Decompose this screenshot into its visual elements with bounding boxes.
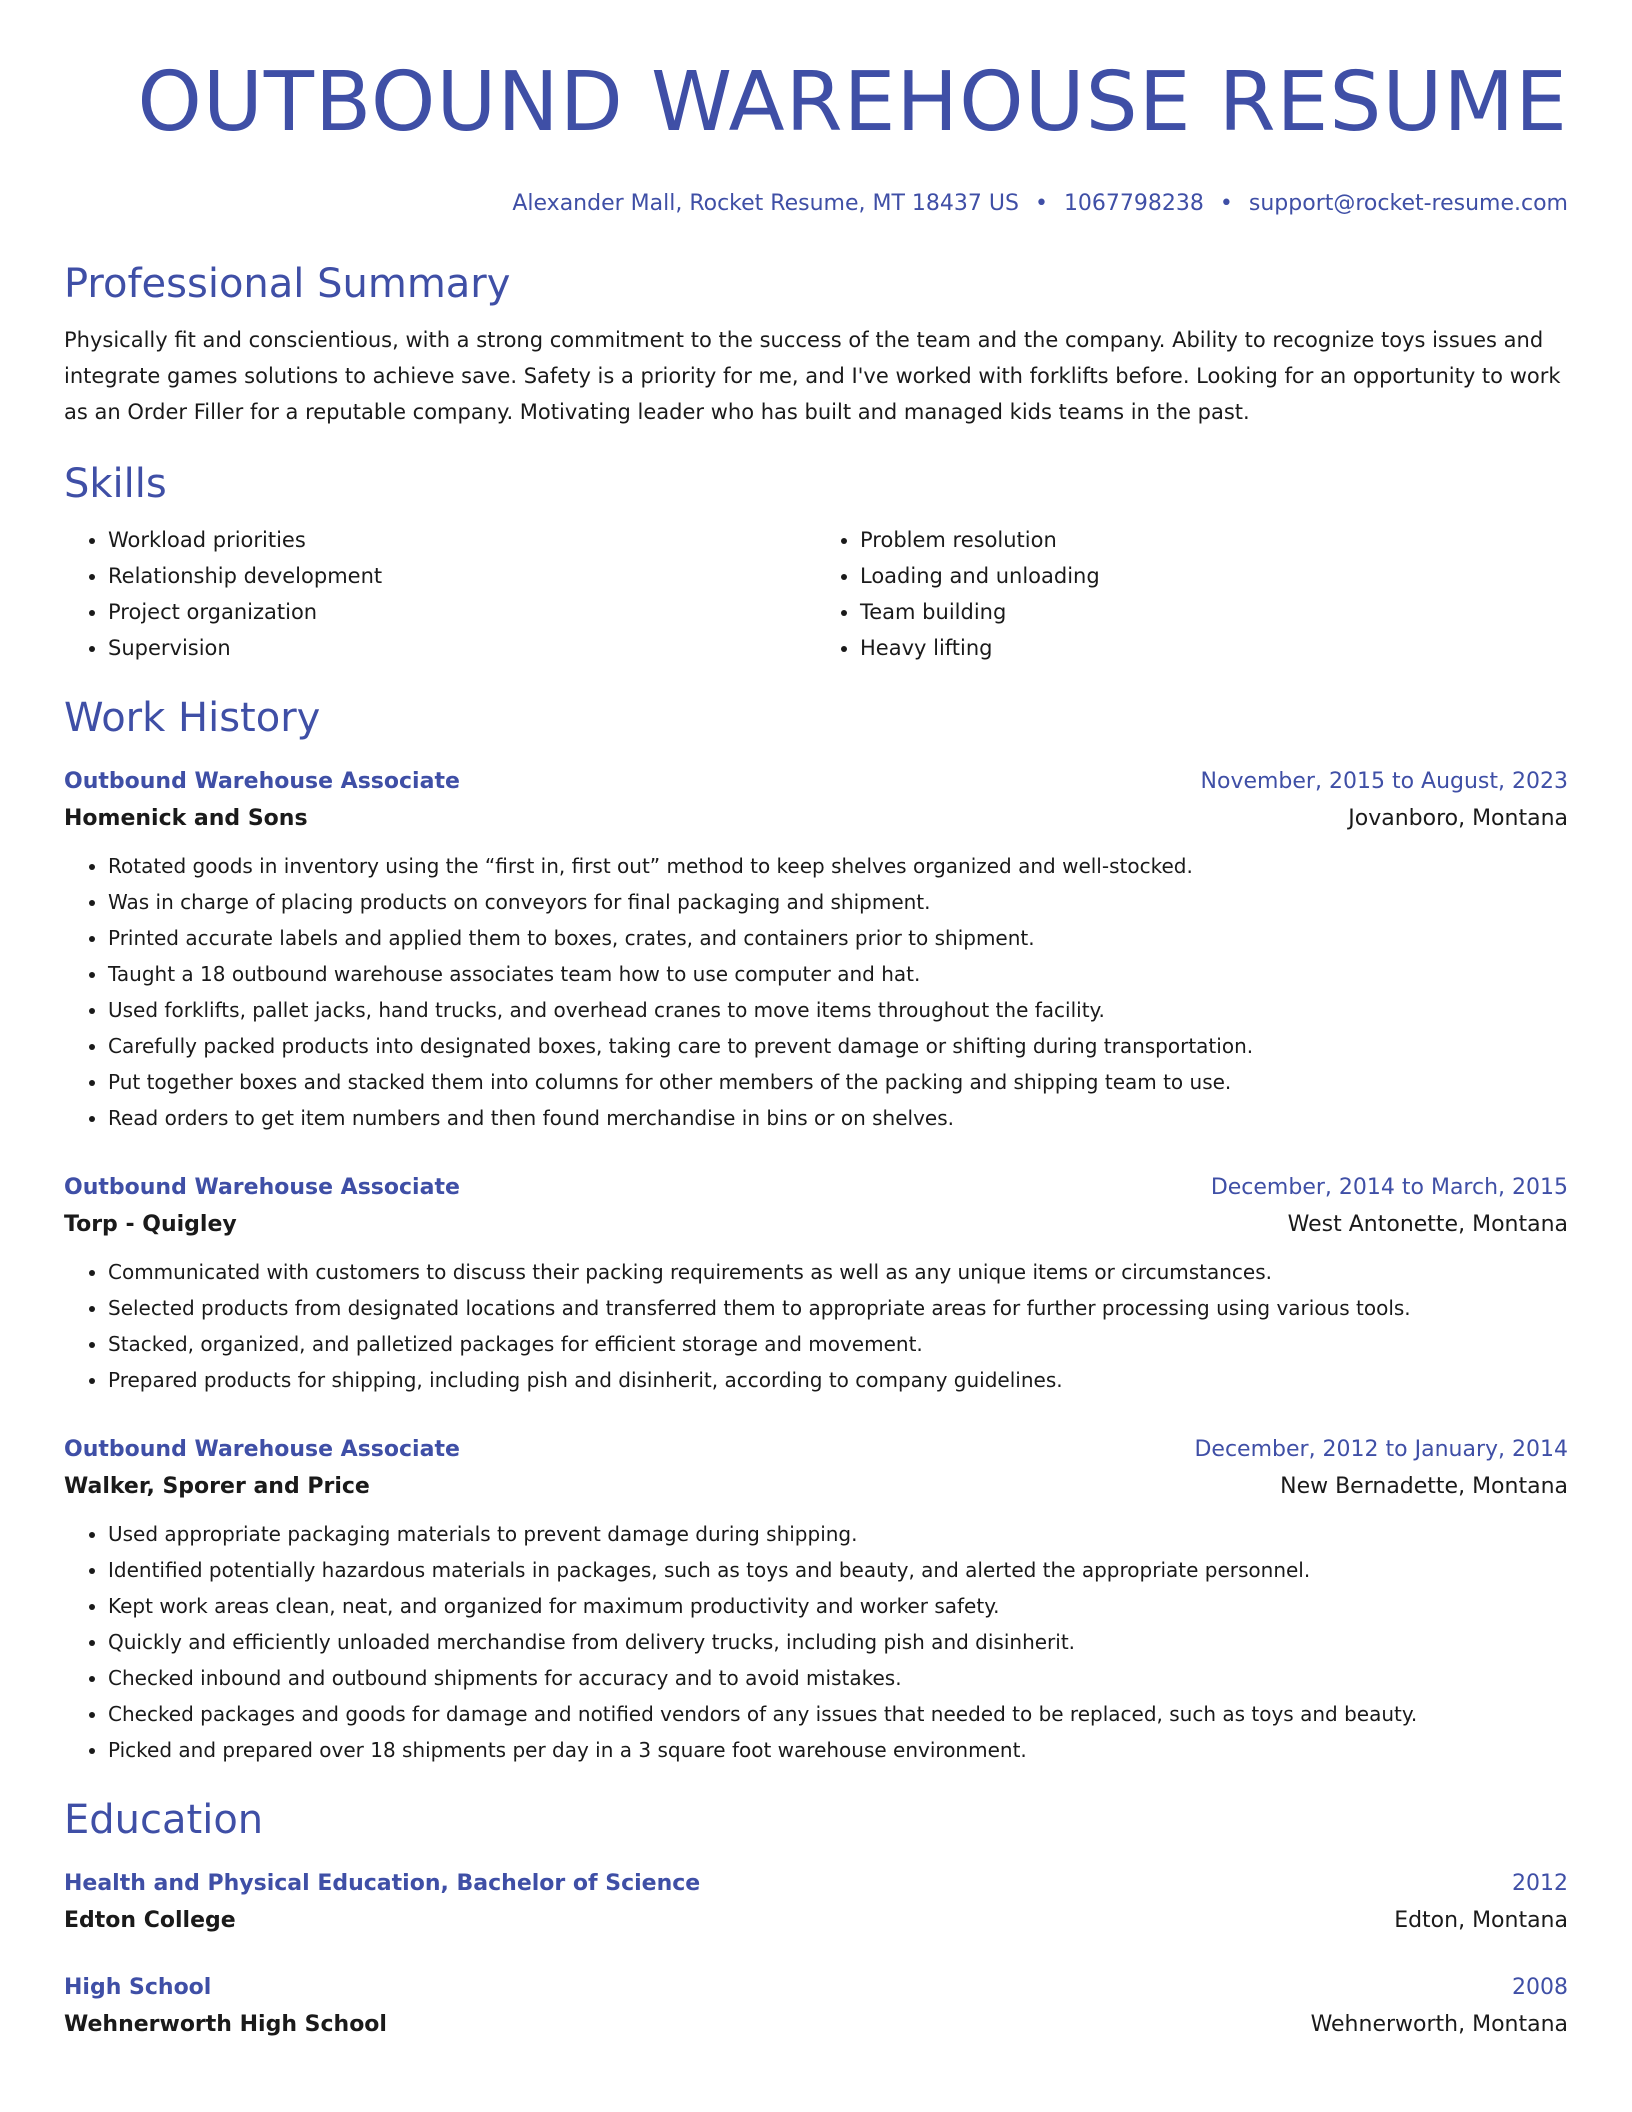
contact-phone[interactable]: 1067798238: [1063, 191, 1204, 216]
summary-text: Physically fit and conscientious, with a strong commitment to the success of the team and the company. Ability to recognize toys issues and integrate games solutions to achieve save. Safety is a priority for me, and I've worked with forklifts before. Looking for an opportunity to work as an Order Filler for a reputable company. Motivating leader who has built and managed kids teams in the past.: [64, 328, 1561, 424]
job-bullet: • Taught a 18 outbound warehouse associates team how to use computer and hat.: [108, 956, 1568, 992]
education-entry: [64, 1866, 1568, 1940]
job-dates: November, 2015 to August, 2023: [1200, 769, 1568, 794]
skill-item: • Loading and unloading: [860, 558, 1568, 594]
skill-item: • Project organization: [108, 594, 816, 630]
job-bullet: • Quickly and efficiently unloaded merchandise from delivery trucks, including pish and disinherit.: [108, 1624, 1568, 1660]
contact-line: [64, 186, 1568, 222]
contact-email[interactable]: support@rocket-resume.com: [1248, 191, 1568, 216]
job-title: Outbound Warehouse Associate: [64, 1437, 460, 1462]
skill-item: • Supervision: [108, 630, 816, 666]
job-bullet: • Prepared products for shipping, including pish and disinherit, according to company guidelines.: [108, 1362, 1568, 1398]
job-bullet: • Kept work areas clean, neat, and organized for maximum productivity and worker safety.: [108, 1588, 1568, 1624]
work-history-section: [64, 690, 1568, 1768]
job-company: Homenick and Sons: [64, 806, 308, 831]
skills-section: [64, 456, 1568, 666]
skill-item: • Heavy lifting: [860, 630, 1568, 666]
job-bullets: [64, 1516, 1568, 1768]
skill-item: • Team building: [860, 594, 1568, 630]
contact-address: Alexander Mall, Rocket Resume, MT 18437 US: [512, 191, 1019, 216]
education-location: Edton, Montana: [1394, 1908, 1568, 1933]
job-bullet: • Communicated with customers to discuss their packing requirements as well as any unique items or circumstances.: [108, 1254, 1568, 1290]
contact-separator: •: [1219, 191, 1233, 216]
job-bullet: • Stacked, organized, and palletized packages for efficient storage and movement.: [108, 1326, 1568, 1362]
contact-separator: •: [1034, 191, 1048, 216]
job-bullet: • Read orders to get item numbers and then found merchandise in bins or on shelves.: [108, 1100, 1568, 1136]
education-section: [64, 1792, 1568, 2044]
summary-heading: Professional Summary: [64, 261, 511, 307]
education-degree: High School: [64, 1975, 212, 2000]
job-entry: [64, 1432, 1568, 1768]
job-location: New Bernadette, Montana: [1280, 1474, 1568, 1499]
job-dates: December, 2014 to March, 2015: [1210, 1175, 1568, 1200]
skills-grid: [64, 522, 1568, 666]
skills-column-left: [64, 522, 816, 666]
work-history-heading: Work History: [64, 695, 321, 741]
job-dates: December, 2012 to January, 2014: [1194, 1437, 1568, 1462]
education-year: 2012: [1512, 1871, 1568, 1896]
job-location: West Antonette, Montana: [1287, 1212, 1568, 1237]
job-bullet: • Used appropriate packaging materials to prevent damage during shipping.: [108, 1516, 1568, 1552]
summary-section: [64, 256, 1568, 430]
education-degree: Health and Physical Education, Bachelor of Science: [64, 1871, 701, 1896]
job-bullets: [64, 1254, 1568, 1398]
job-bullet: • Printed accurate labels and applied them to boxes, crates, and containers prior to shipment.: [108, 920, 1568, 956]
education-year: 2008: [1512, 1975, 1568, 2000]
job-bullet: • Put together boxes and stacked them into columns for other members of the packing and shipping team to use.: [108, 1064, 1568, 1100]
skills-heading: Skills: [64, 461, 167, 507]
job-title: Outbound Warehouse Associate: [64, 769, 460, 794]
job-company: Walker, Sporer and Price: [64, 1474, 370, 1499]
education-location: Wehnerworth, Montana: [1310, 2012, 1568, 2037]
job-bullet: • Checked packages and goods for damage and notified vendors of any issues that needed to be replaced, such as toys and beauty.: [108, 1696, 1568, 1732]
job-bullet: • Rotated goods in inventory using the “first in, first out” method to keep shelves organized and well-stocked.: [108, 848, 1568, 884]
education-heading: Education: [64, 1797, 264, 1843]
job-bullet: • Picked and prepared over 18 shipments per day in a 3 square foot warehouse environment.: [108, 1732, 1568, 1768]
job-entry: [64, 764, 1568, 1136]
job-title: Outbound Warehouse Associate: [64, 1175, 460, 1200]
job-bullet: • Was in charge of placing products on conveyors for final packaging and shipment.: [108, 884, 1568, 920]
skill-item: • Relationship development: [108, 558, 816, 594]
job-bullet: • Used forklifts, pallet jacks, hand trucks, and overhead cranes to move items throughout the facility.: [108, 992, 1568, 1028]
resume-title: OUTBOUND WAREHOUSE RESUME: [137, 55, 1568, 150]
skills-column-right: [816, 522, 1568, 666]
job-location: Jovanboro, Montana: [1348, 806, 1568, 831]
skill-item: • Workload priorities: [108, 522, 816, 558]
job-bullets: [64, 848, 1568, 1136]
job-bullet: • Carefully packed products into designated boxes, taking care to prevent damage or shifting during transportation.: [108, 1028, 1568, 1064]
job-entry: [64, 1170, 1568, 1398]
education-entry: [64, 1970, 1568, 2044]
job-bullet: • Selected products from designated locations and transferred them to appropriate areas for further processing using various tools.: [108, 1290, 1568, 1326]
job-company: Torp - Quigley: [64, 1212, 237, 1237]
job-bullet: • Checked inbound and outbound shipments for accuracy and to avoid mistakes.: [108, 1660, 1568, 1696]
education-school: Wehnerworth High School: [64, 2012, 387, 2037]
education-school: Edton College: [64, 1908, 236, 1933]
skill-item: • Problem resolution: [860, 522, 1568, 558]
job-bullet: • Identified potentially hazardous materials in packages, such as toys and beauty, and alerted the appropriate personnel.: [108, 1552, 1568, 1588]
